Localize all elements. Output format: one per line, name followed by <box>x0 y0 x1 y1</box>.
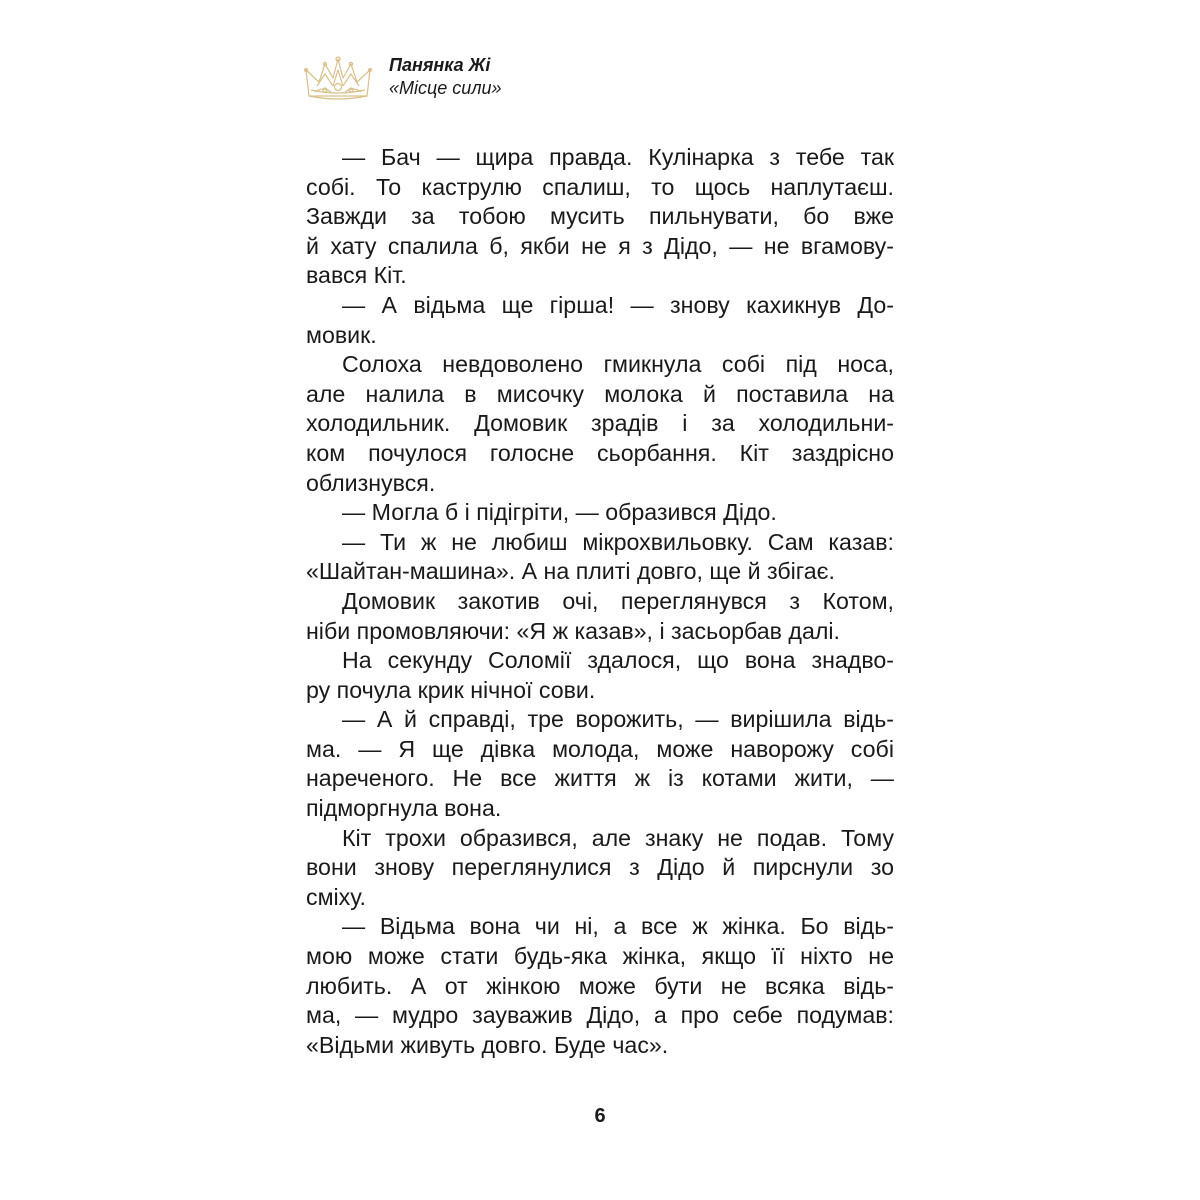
text-line: холодильник. Домовик зрадів і за холодильни- <box>306 410 894 437</box>
text-line: «Відьми живуть довго. Буде час». <box>306 1031 669 1058</box>
text-line: ру почула крик нічної сови. <box>306 676 596 703</box>
text-line: любить. А от жінкою може бути не всяка відь- <box>306 972 894 999</box>
crown-icon <box>303 56 373 102</box>
text-line: нареченого. Не все життя ж із котами жити, — <box>306 765 894 792</box>
text-line: — Бач — щира правда. Кулінарка з тебе так <box>342 144 894 170</box>
text-line: — А відьма ще гірша! — знову кахикнув До- <box>342 291 894 318</box>
text-line: облизнувся. <box>306 469 436 496</box>
text-line: вався Кіт. <box>306 262 407 289</box>
text-line: Домовик закотив очі, переглянувся з Котом, <box>342 587 894 614</box>
text-line: ма. — Я ще дівка молода, може наворожу собі <box>306 735 894 762</box>
text-line: — Ти ж не любиш мікрохвильовку. Сам казав: <box>342 528 894 555</box>
text-line: Солоха невдоволено гмикнула собі під носа, <box>342 351 894 378</box>
running-header <box>303 54 623 104</box>
text-line: — Могла б і підігріти, — образився Дідо. <box>342 499 777 526</box>
text-line: мою може стати будь-яка жінка, якщо її ніхто не <box>306 943 894 970</box>
page-number: 6 <box>594 1105 606 1127</box>
text-line: сміху. <box>306 883 366 910</box>
page-body-text <box>306 143 894 1060</box>
book-title: «Місце сили» <box>389 78 502 98</box>
header-text <box>389 54 502 100</box>
text-line: вони знову переглянулися з Дідо й пирснули зо <box>306 854 894 881</box>
text-line: й хату спалила б, якби не я з Дідо, — не вгамову- <box>306 232 894 259</box>
text-line: собі. То каструлю спалиш, то щось наплутаєш. <box>306 173 894 200</box>
text-line: мовик. <box>306 321 377 348</box>
text-line: «Шайтан-машина». А на плиті довго, ще й збігає. <box>306 558 835 585</box>
text-line: але налила в мисочку молока й поставила на <box>306 380 894 407</box>
text-line: ком почулося голосне сьорбання. Кіт заздрісно <box>306 439 894 466</box>
text-line: На секунду Соломії здалося, що вона знадво- <box>342 647 894 674</box>
author-name: Панянка Жі <box>389 55 491 75</box>
text-line: ніби промовляючи: «Я ж казав», і засьорбав далі. <box>306 617 840 644</box>
text-line: — Відьма вона чи ні, а все ж жінка. Бо відь- <box>342 913 894 940</box>
text-line: — А й справді, тре ворожить, — вирішила відь- <box>342 706 894 733</box>
text-line: ма, — мудро зауважив Дідо, а про себе подумав: <box>306 1002 894 1029</box>
text-line: Завжди за тобою мусить пильнувати, бо вже <box>306 203 894 230</box>
text-line: Кіт трохи образився, але знаку не подав. Тому <box>342 824 894 851</box>
text-line: підморгнула вона. <box>306 795 502 822</box>
